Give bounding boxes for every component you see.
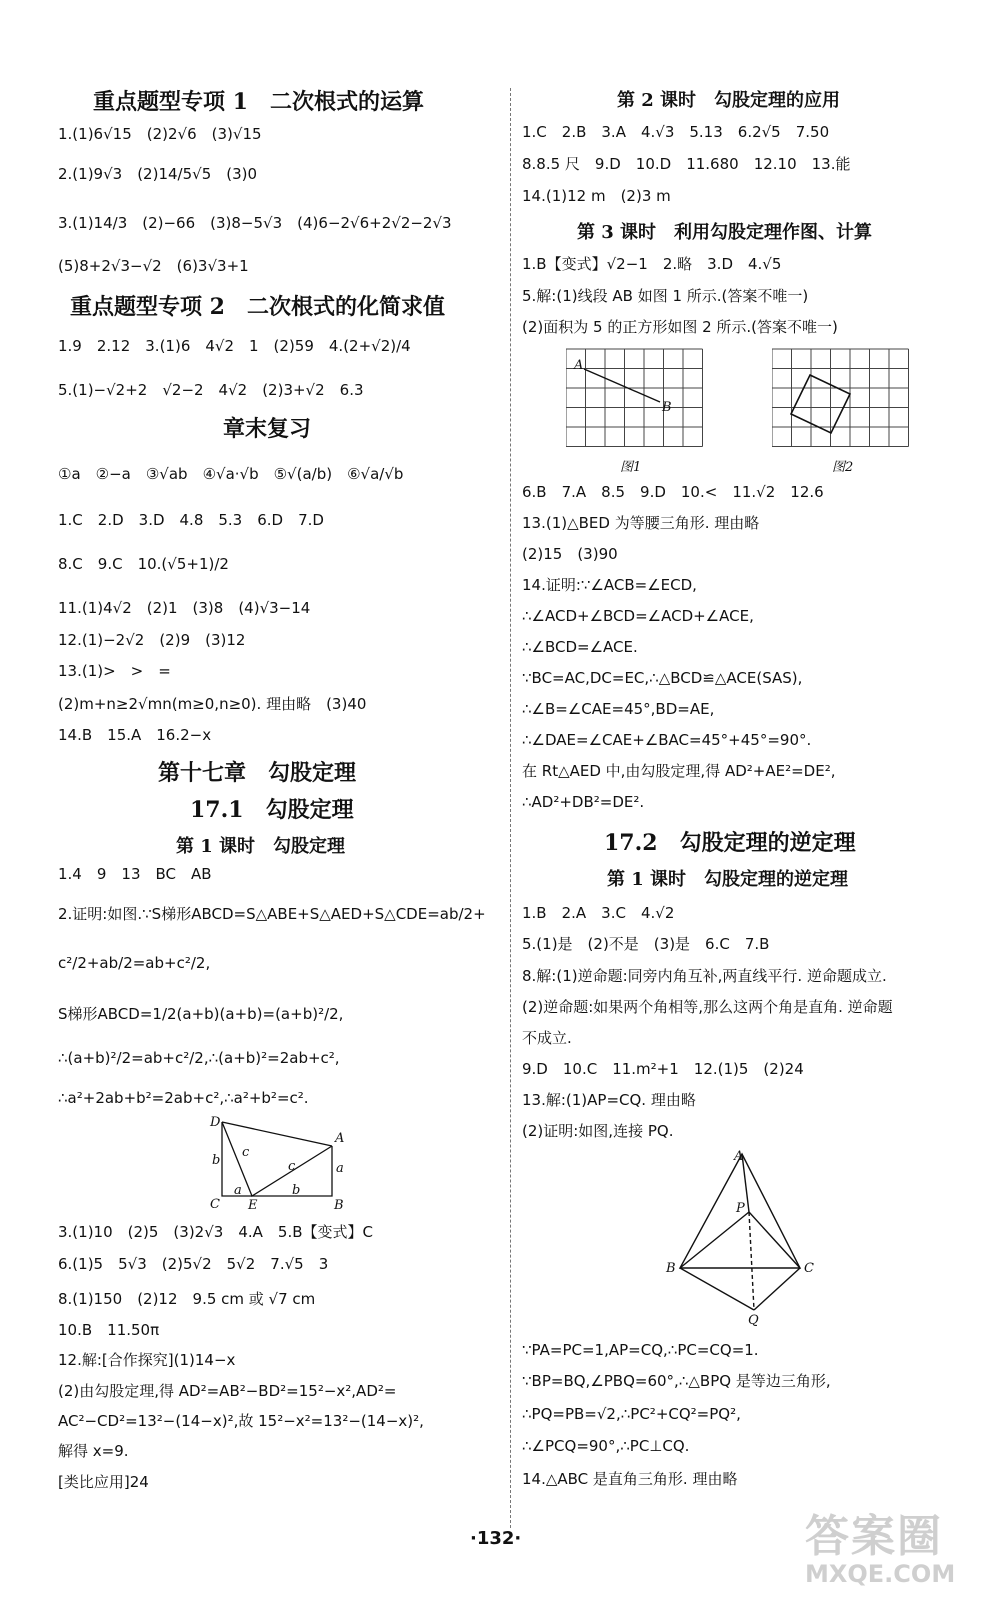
- label-A: A: [335, 1131, 345, 1146]
- answer-line: ∴∠DAE=∠CAE+∠BAC=45°+45°=90°.: [522, 731, 812, 749]
- answer-line: ∵BC=AC,DC=EC,∴△BCD≌△ACE(SAS),: [522, 669, 803, 687]
- answer-line: 6.B 7.A 8.5 9.D 10.< 11.√2 12.6: [522, 483, 824, 501]
- label-a: a: [336, 1161, 344, 1176]
- label-B: B: [666, 1261, 676, 1276]
- lesson-heading: 第 3 课时 利用勾股定理作图、计算: [577, 222, 873, 243]
- answer-line: (5)8+2√3−√2 (6)3√3+1: [58, 257, 249, 275]
- answer-line: 14.B 15.A 16.2−x: [58, 726, 212, 744]
- answer-line: ∴PQ=PB=√2,∴PC²+CQ²=PQ²,: [522, 1405, 741, 1423]
- answer-line: ∴∠PCQ=90°,∴PC⊥CQ.: [522, 1437, 690, 1455]
- square-area-5: [791, 375, 850, 433]
- section-heading: 章末复习: [223, 416, 312, 442]
- answer-line: ∴∠BCD=∠ACE.: [522, 638, 638, 656]
- answer-line: 14.(1)12 m (2)3 m: [522, 187, 671, 205]
- chapter-heading: 第十七章 勾股定理: [158, 760, 357, 786]
- answer-line: c²/2+ab/2=ab+c²/2,: [58, 954, 211, 972]
- answer-line: [类比应用]24: [58, 1473, 149, 1491]
- answer-line: 在 Rt△AED 中,由勾股定理,得 AD²+AE²=DE²,: [522, 762, 836, 780]
- lesson-heading: 第 2 课时 勾股定理的应用: [617, 90, 841, 111]
- answer-line: (2)面积为 5 的正方形如图 2 所示.(答案不唯一): [522, 318, 838, 336]
- label-c: c: [288, 1159, 296, 1174]
- answer-line: 8.解:(1)逆命题:同旁内角互补,两直线平行. 逆命题成立.: [522, 967, 887, 985]
- answer-line: 14.△ABC 是直角三角形. 理由略: [522, 1470, 738, 1488]
- answer-line: 6.(1)5 5√3 (2)5√2 5√2 7.√5 3: [58, 1255, 329, 1273]
- answer-line: 8.8.5 尺 9.D 10.D 11.680 12.10 13.能: [522, 155, 851, 173]
- watermark-logo: [805, 1500, 995, 1595]
- answer-line: 13.(1)△BED 为等腰三角形. 理由略: [522, 514, 760, 532]
- answer-line: 2.(1)9√3 (2)14/5√5 (3)0: [58, 165, 258, 183]
- watermark-text: 答案圈: [805, 1511, 943, 1562]
- answer-line: (2)15 (3)90: [522, 545, 618, 563]
- lesson-heading: 第 1 课时 勾股定理的逆定理: [607, 869, 849, 890]
- column-divider: [510, 88, 511, 1528]
- answer-line: 1.C 2.D 3.D 4.8 5.3 6.D 7.D: [58, 511, 324, 529]
- answer-line: ∴a²+2ab+b²=2ab+c²,∴a²+b²=c².: [58, 1089, 309, 1107]
- answer-line: ①a ②−a ③√ab ④√a·√b ⑤√(a/b) ⑥√a/√b: [58, 465, 404, 483]
- answer-line: 14.证明:∵∠ACB=∠ECD,: [522, 576, 697, 594]
- label-B: B: [334, 1198, 344, 1210]
- segment-AB: [584, 369, 660, 402]
- label-B: B: [662, 400, 672, 415]
- answer-line: 1.C 2.B 3.A 4.√3 5.13 6.2√5 7.50: [522, 123, 830, 141]
- section-heading: 17.2 勾股定理的逆定理: [604, 830, 856, 856]
- answer-line: (2)m+n≥2√mn(m≥0,n≥0). 理由略 (3)40: [58, 695, 367, 713]
- answer-line: ∴(a+b)²/2=ab+c²/2,∴(a+b)²=2ab+c²,: [58, 1049, 340, 1067]
- answer-line: 2.证明:如图.∵S梯形ABCD=S△ABE+S△AED+S△CDE=ab/2+: [58, 905, 486, 923]
- label-Q: Q: [748, 1313, 759, 1328]
- answer-line: S梯形ABCD=1/2(a+b)(a+b)=(a+b)²/2,: [58, 1005, 344, 1023]
- answer-line: 1.(1)6√15 (2)2√6 (3)√15: [58, 125, 262, 143]
- answer-line: 12.解:[合作探究](1)14−x: [58, 1351, 236, 1369]
- grid-figure-2: [772, 347, 912, 475]
- figure-caption: 图1: [620, 460, 642, 475]
- label-C: C: [804, 1261, 814, 1276]
- label-E: E: [248, 1198, 258, 1210]
- answer-line: 1.B 2.A 3.C 4.√2: [522, 904, 675, 922]
- answer-line: 13.(1)> > =: [58, 662, 171, 680]
- answer-line: (2)证明:如图,连接 PQ.: [522, 1122, 674, 1140]
- answer-line: 8.C 9.C 10.(√5+1)/2: [58, 555, 229, 573]
- triangle-diagram: [662, 1148, 822, 1328]
- grid-figure-1: [566, 347, 706, 475]
- trapezoid-diagram: [208, 1112, 358, 1210]
- answer-line: 10.B 11.50π: [58, 1321, 160, 1339]
- label-a: a: [234, 1183, 242, 1198]
- answer-line: 1.4 9 13 BC AB: [58, 865, 212, 883]
- answer-line: ∴∠B=∠CAE=45°,BD=AE,: [522, 700, 715, 718]
- section-heading: 17.1 勾股定理: [190, 797, 354, 823]
- answer-line: 13.解:(1)AP=CQ. 理由略: [522, 1091, 696, 1109]
- answer-line: 11.(1)4√2 (2)1 (3)8 (4)√3−14: [58, 599, 311, 617]
- answer-line: (2)逆命题:如果两个角相等,那么这两个角是直角. 逆命题: [522, 998, 893, 1016]
- answer-line: 5.(1)−√2+2 √2−2 4√2 (2)3+√2 6.3: [58, 381, 364, 399]
- label-A: A: [734, 1149, 744, 1164]
- answer-line: ∵PA=PC=1,AP=CQ,∴PC=CQ=1.: [522, 1341, 759, 1359]
- answer-line: 不成立.: [522, 1029, 572, 1047]
- label-b: b: [212, 1153, 221, 1168]
- answer-line: (2)由勾股定理,得 AD²=AB²−BD²=15²−x²,AD²=: [58, 1382, 397, 1400]
- answer-line: 1.B【变式】√2−1 2.略 3.D 4.√5: [522, 255, 782, 273]
- answer-line: 5.(1)是 (2)不是 (3)是 6.C 7.B: [522, 935, 770, 953]
- answer-line: 9.D 10.C 11.m²+1 12.(1)5 (2)24: [522, 1060, 804, 1078]
- label-D: D: [210, 1115, 221, 1130]
- watermark-url: MXQE.COM: [805, 1560, 956, 1588]
- label-P: P: [736, 1201, 745, 1216]
- label-A: A: [574, 358, 584, 373]
- answer-line: 8.(1)150 (2)12 9.5 cm 或 √7 cm: [58, 1290, 316, 1308]
- page-number: ·132·: [470, 1528, 522, 1549]
- answer-line: 3.(1)14/3 (2)−66 (3)8−5√3 (4)6−2√6+2√2−2√3: [58, 214, 452, 232]
- answer-line: AC²−CD²=13²−(14−x)²,故 15²−x²=13²−(14−x)²,: [58, 1412, 424, 1430]
- section-heading: 重点题型专项 2 二次根式的化简求值: [70, 294, 445, 320]
- label-b: b: [292, 1183, 301, 1198]
- lesson-heading: 第 1 课时 勾股定理: [176, 836, 346, 857]
- answer-line: 1.9 2.12 3.(1)6 4√2 1 (2)59 4.(2+√2)/4: [58, 337, 411, 355]
- answer-line: ∴∠ACD+∠BCD=∠ACD+∠ACE,: [522, 607, 754, 625]
- answer-line: ∵BP=BQ,∠PBQ=60°,∴△BPQ 是等边三角形,: [522, 1372, 831, 1390]
- label-C: C: [210, 1197, 220, 1210]
- answer-line: ∴AD²+DB²=DE².: [522, 793, 645, 811]
- answer-line: 12.(1)−2√2 (2)9 (3)12: [58, 631, 246, 649]
- figure-caption: 图2: [832, 460, 854, 475]
- label-c: c: [242, 1145, 250, 1160]
- answer-line: 5.解:(1)线段 AB 如图 1 所示.(答案不唯一): [522, 287, 809, 305]
- section-heading: 重点题型专项 1 二次根式的运算: [93, 89, 424, 115]
- answer-line: 3.(1)10 (2)5 (3)2√3 4.A 5.B【变式】C: [58, 1223, 373, 1241]
- answer-line: 解得 x=9.: [58, 1442, 129, 1460]
